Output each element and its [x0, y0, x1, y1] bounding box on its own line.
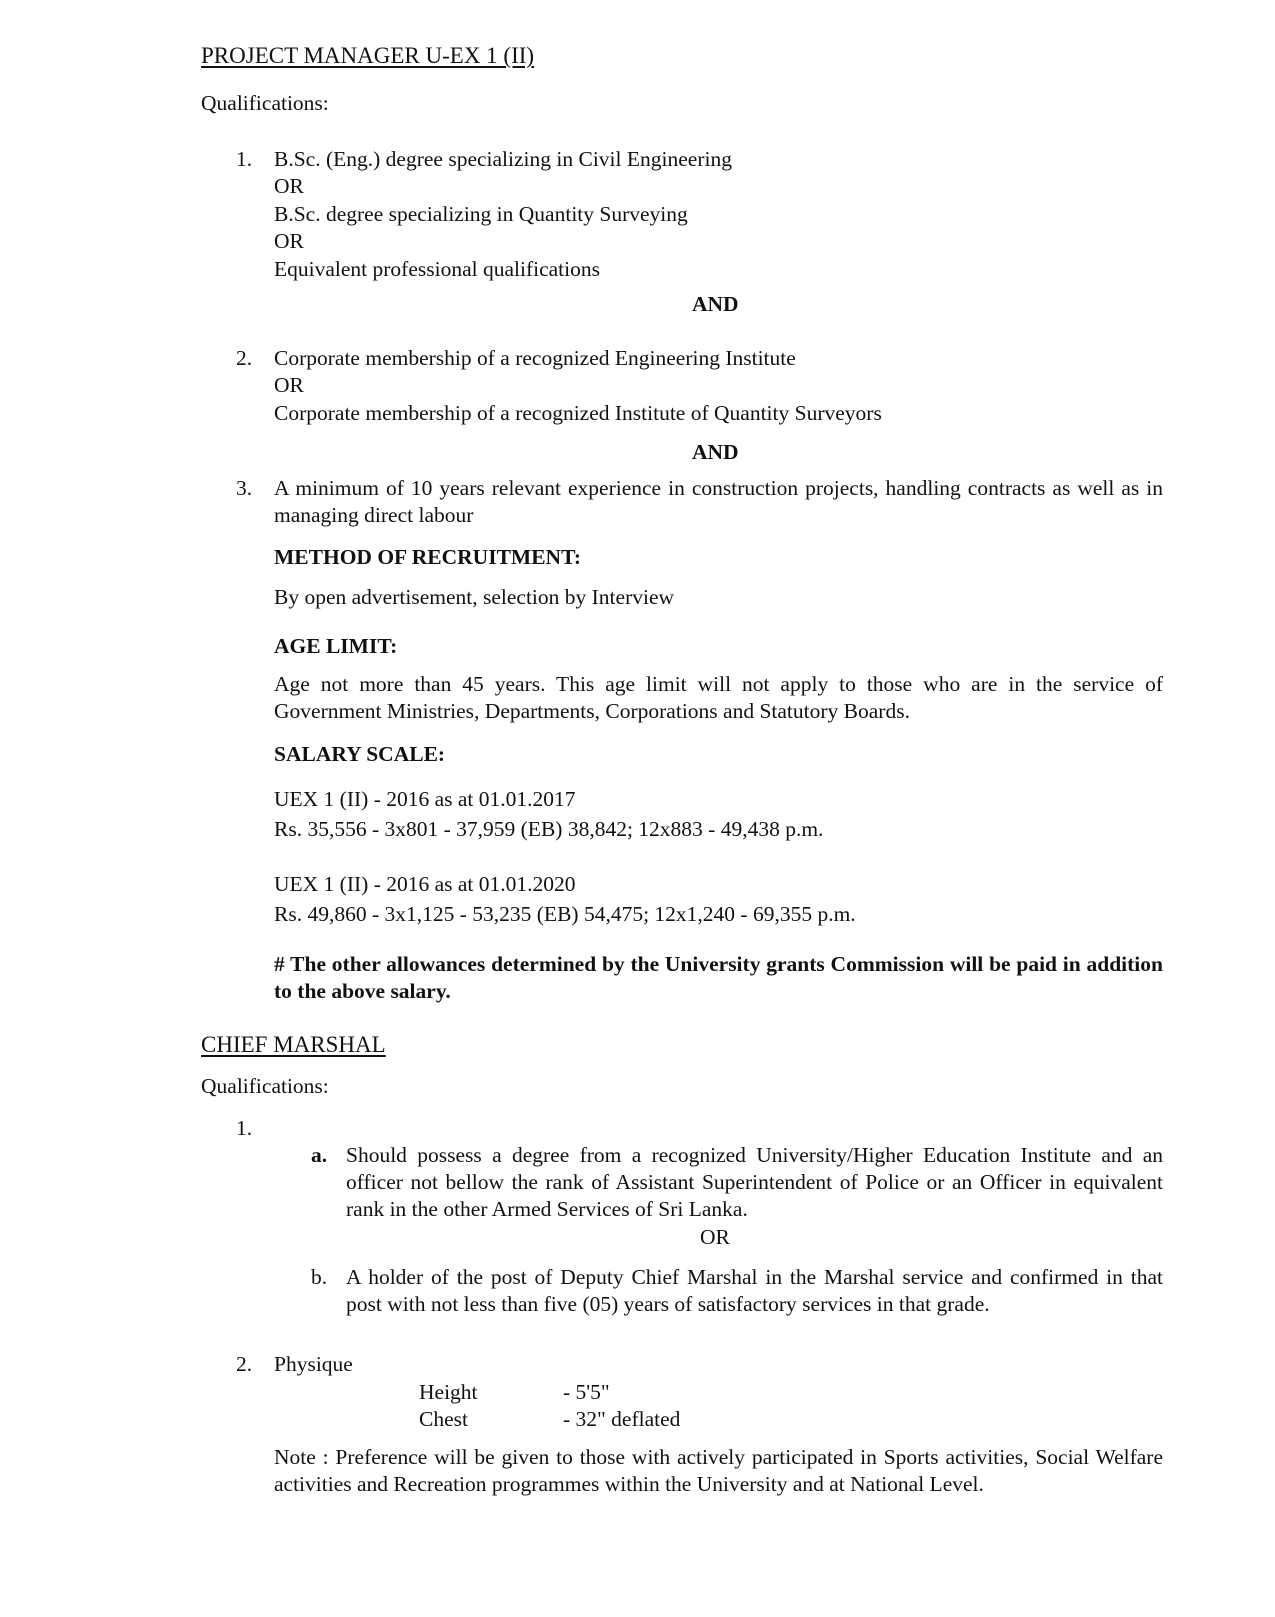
or-label: OR	[274, 229, 304, 253]
physique-label: Physique	[274, 1352, 353, 1376]
age-heading: AGE LIMIT:	[274, 634, 398, 658]
qualifications-label: Qualifications:	[201, 1074, 329, 1098]
preference-note: Note : Preference will be given to those with actively participated in Sports activities, Social Welfare activities and Recreation programmes within the University and at National Level.	[274, 1445, 1163, 1496]
sub-item-letter: b.	[311, 1265, 328, 1289]
method-heading: METHOD OF RECRUITMENT:	[274, 545, 581, 569]
allowance-note: # The other allowances determined by the University grants Commission will be paid in addition to the above salary.	[274, 952, 1163, 1003]
salary-scale-value: Rs. 49,860 - 3x1,125 - 53,235 (EB) 54,475; 12x1,240 - 69,355 p.m.	[274, 902, 856, 926]
item-number: 1.	[236, 1116, 253, 1140]
chief-marshal-title: CHIEF MARSHAL	[201, 1032, 386, 1057]
qualification-line: Equivalent professional qualifications	[274, 257, 600, 281]
and-connector: AND	[692, 292, 739, 316]
qualifications-label: Qualifications:	[201, 91, 329, 115]
sub-item-letter: a.	[311, 1143, 328, 1167]
and-connector: AND	[692, 440, 739, 464]
sub-item-a-text: Should possess a degree from a recognized University/Higher Education Institute and an officer not bellow the rank of Assistant Superintendent of Police or an Officer in equivalent rank in the other Armed Services of Sri Lanka.	[346, 1143, 1163, 1221]
salary-scale-title: UEX 1 (II) - 2016 as at 01.01.2020	[274, 872, 576, 896]
salary-heading: SALARY SCALE:	[274, 742, 446, 766]
qualification-line: B.Sc. (Eng.) degree specializing in Civil Engineering	[274, 147, 732, 171]
project-manager-title: PROJECT MANAGER U-EX 1 (II)	[201, 43, 535, 68]
or-label: OR	[274, 174, 304, 198]
qualification-line: B.Sc. degree specializing in Quantity Surveying	[274, 202, 688, 226]
item-number: 2.	[236, 346, 253, 370]
physique-chest-value: - 32" deflated	[563, 1407, 681, 1431]
item-number: 3.	[236, 476, 253, 500]
experience-requirement: A minimum of 10 years relevant experience in construction projects, handling contracts as well as in managing direct labour	[274, 476, 1163, 527]
item-number: 1.	[236, 147, 253, 171]
physique-height-label: Height	[419, 1380, 478, 1404]
age-text: Age not more than 45 years. This age limit will not apply to those who are in the service of Government Ministries, Departments, Corporations and Statutory Boards.	[274, 672, 1163, 723]
or-label: OR	[700, 1225, 730, 1249]
salary-scale-value: Rs. 35,556 - 3x801 - 37,959 (EB) 38,842; 12x883 - 49,438 p.m.	[274, 817, 824, 841]
or-label: OR	[274, 373, 304, 397]
physique-chest-label: Chest	[419, 1407, 468, 1431]
method-text: By open advertisement, selection by Interview	[274, 585, 675, 609]
physique-height-value: - 5'5"	[563, 1380, 610, 1404]
sub-item-b-text: A holder of the post of Deputy Chief Marshal in the Marshal service and confirmed in that post with not less than five (05) years of satisfactory services in that grade.	[346, 1265, 1163, 1316]
qualification-line: Corporate membership of a recognized Engineering Institute	[274, 346, 796, 370]
item-number: 2.	[236, 1352, 253, 1376]
qualification-line: Corporate membership of a recognized Institute of Quantity Surveyors	[274, 401, 882, 425]
salary-scale-title: UEX 1 (II) - 2016 as at 01.01.2017	[274, 787, 576, 811]
